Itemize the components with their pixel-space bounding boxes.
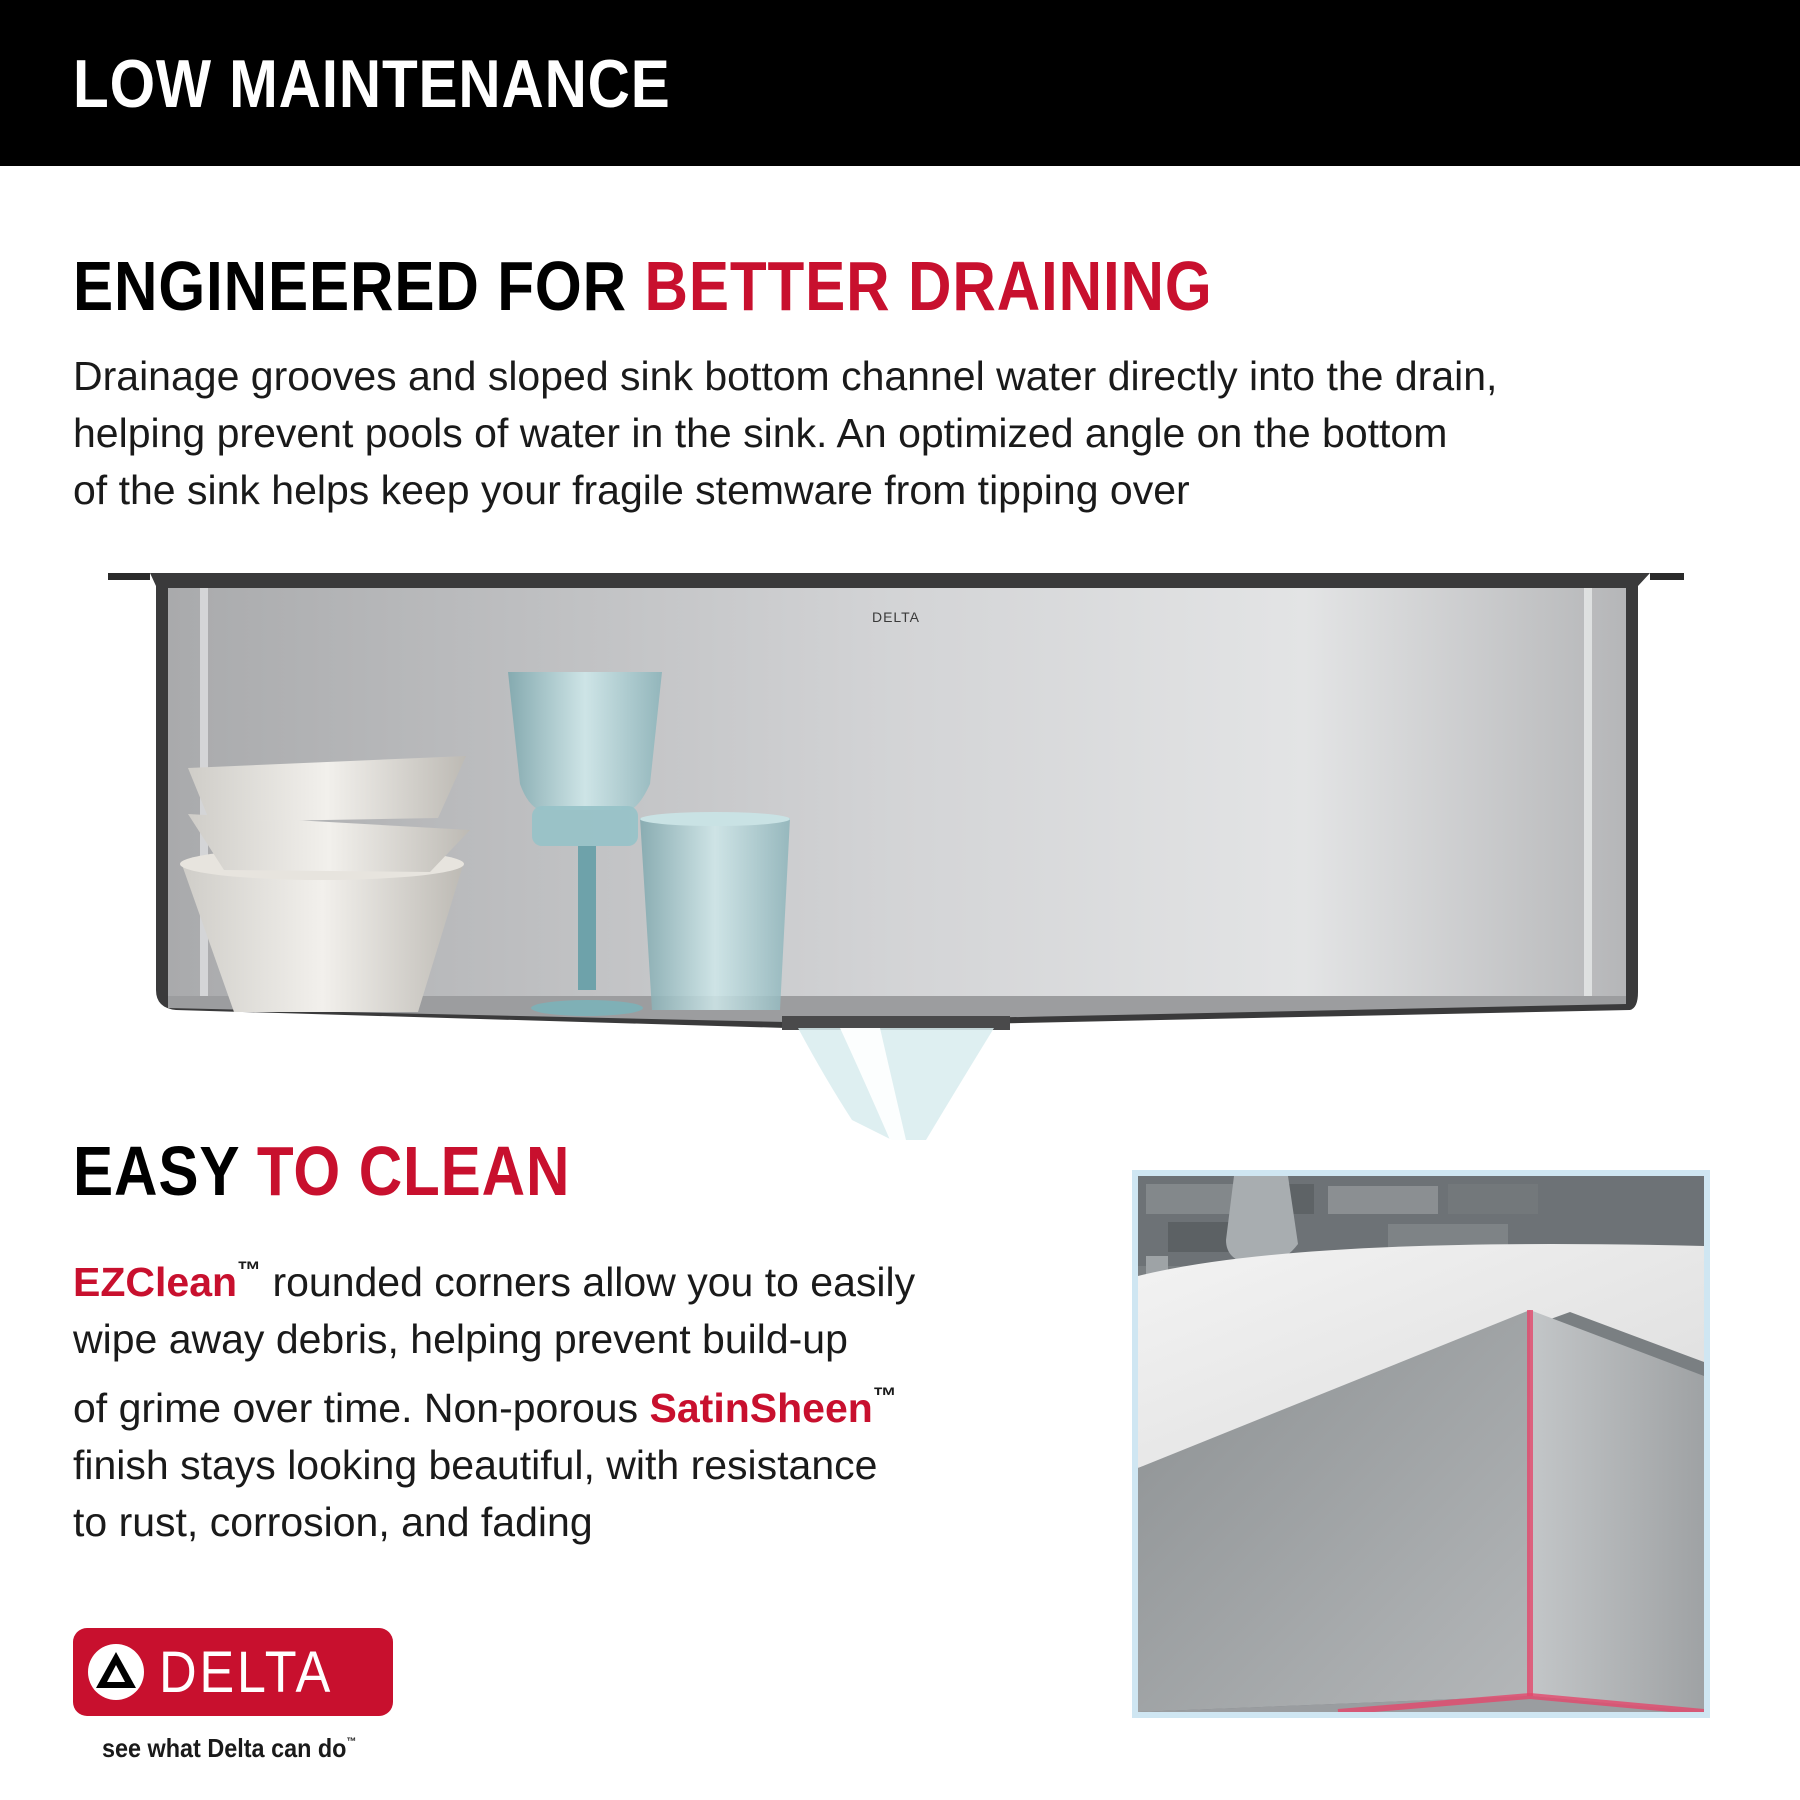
satinsheen-trademark: ™ <box>872 1383 897 1410</box>
tagline-trademark: ™ <box>346 1736 357 1748</box>
draining-description <box>73 348 1723 519</box>
logo-wordmark: DELTA <box>159 1640 334 1705</box>
cleaning-heading-accent: TO CLEAN <box>256 1132 571 1210</box>
delta-logo <box>73 1628 393 1716</box>
cleaning-description <box>73 1242 993 1551</box>
cleaning-heading <box>73 1131 570 1211</box>
cleaning-line-1 <box>73 1242 993 1311</box>
brand-tagline <box>102 1726 356 1764</box>
cleaning-line-2: wipe away debris, helping prevent build-up <box>73 1316 848 1362</box>
draining-line-1: Drainage grooves and sloped sink bottom channel water directly into the drain, <box>73 353 1498 399</box>
tagline-text: see what Delta can do <box>102 1733 347 1763</box>
sink-brand-mark: DELTA <box>871 609 921 625</box>
cleaning-line-1-rest: rounded corners allow you to easily <box>261 1259 916 1305</box>
cleaning-heading-dark: EASY <box>73 1132 257 1210</box>
cleaning-line-4: finish stays looking beautiful, with resistance <box>73 1442 878 1488</box>
cleaning-line-3-pre: of grime over time. Non-porous <box>73 1385 650 1431</box>
sink-cutaway-image <box>100 560 1700 1140</box>
delta-emblem-icon <box>87 1643 145 1701</box>
ezclean-name: EZClean <box>73 1259 238 1305</box>
header-bar <box>0 0 1800 166</box>
page-title: LOW MAINTENANCE <box>73 46 671 122</box>
draining-line-3: of the sink helps keep your fragile stemware from tipping over <box>73 467 1190 513</box>
ezclean-trademark: ™ <box>237 1257 262 1284</box>
satinsheen-name: SatinSheen <box>649 1385 873 1431</box>
draining-line-2: helping prevent pools of water in the sink. An optimized angle on the bottom <box>73 410 1448 456</box>
cleaning-line-3 <box>73 1368 993 1437</box>
cleaning-line-5: to rust, corrosion, and fading <box>73 1499 593 1545</box>
draining-heading <box>73 246 1213 326</box>
draining-heading-dark: ENGINEERED FOR <box>73 247 645 325</box>
draining-heading-accent: BETTER DRAINING <box>644 247 1213 325</box>
corner-detail-image <box>1132 1170 1710 1718</box>
